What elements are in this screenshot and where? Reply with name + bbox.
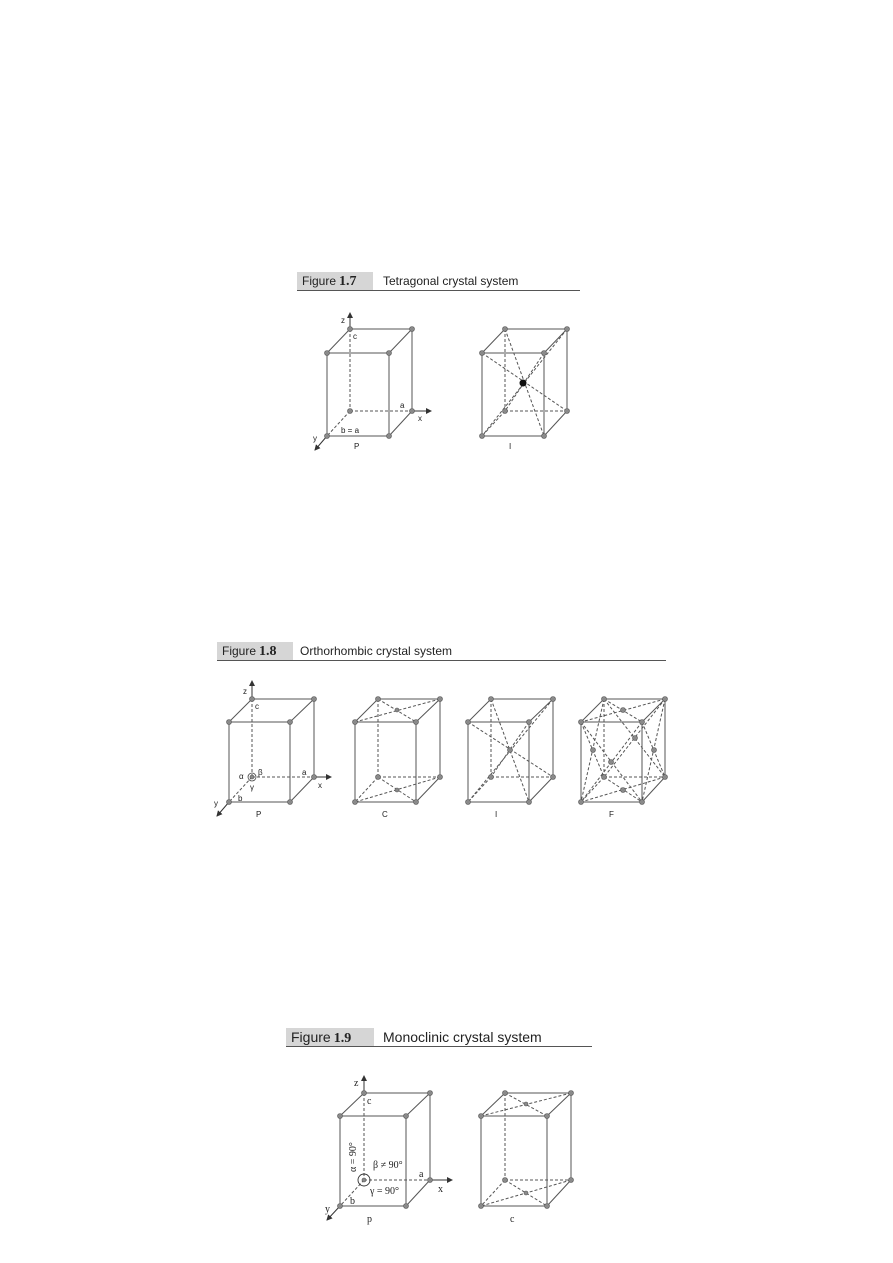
figure-word: Figure	[222, 644, 257, 658]
cell-p-label: p	[367, 1214, 372, 1225]
axis-z-label: z	[243, 687, 247, 696]
orthorhombic-c-cell	[353, 697, 443, 820]
figure-number: 1.7	[339, 274, 357, 289]
axis-z-label: z	[341, 316, 345, 325]
figure-1-9-title: Monoclinic crystal system	[383, 1029, 542, 1045]
axis-a-label: a	[400, 401, 405, 410]
figure-word: Figure	[302, 274, 337, 288]
axis-c-label: c	[353, 332, 357, 341]
axis-c-label: c	[367, 1096, 372, 1107]
figure-word: Figure	[291, 1029, 331, 1045]
tetragonal-p-cell	[313, 313, 431, 451]
axis-y-label: y	[313, 434, 317, 443]
figure-1-8-title: Orthorhombic crystal system	[300, 644, 453, 658]
axis-ba-label: b = a	[341, 426, 360, 435]
axis-y-label: y	[325, 1204, 330, 1215]
cell-c-label: c	[510, 1214, 515, 1225]
angle-alpha-label: α	[239, 772, 244, 781]
figure-number: 1.9	[333, 1031, 352, 1046]
angle-beta-label: β	[258, 768, 263, 777]
figure-1-7-title: Tetragonal crystal system	[383, 274, 519, 288]
angle-gamma-label: γ = 90°	[370, 1186, 400, 1197]
orthorhombic-p-cell	[214, 681, 331, 819]
axis-a-label: a	[302, 768, 307, 777]
cell-p-label: P	[256, 810, 262, 819]
cell-c-label: C	[382, 810, 388, 819]
angle-beta-label: β ≠ 90°	[373, 1160, 403, 1171]
orthorhombic-f-cell	[579, 697, 668, 820]
cell-i-label: I	[495, 810, 498, 819]
axis-z-label: z	[354, 1078, 359, 1089]
axis-c-label: c	[255, 702, 259, 711]
axis-x-label: x	[318, 781, 322, 790]
cell-i-label: I	[509, 442, 512, 451]
monoclinic-p-cell	[325, 1076, 452, 1225]
angle-gamma-label: γ	[250, 783, 254, 792]
axis-x-label: x	[438, 1184, 443, 1195]
axis-x-label: x	[418, 414, 422, 423]
monoclinic-c-cell	[479, 1091, 574, 1226]
cell-f-label: F	[609, 810, 614, 819]
orthorhombic-i-cell	[466, 697, 556, 820]
axis-b-label: b	[350, 1196, 355, 1207]
angle-alpha-label: α = 90°	[348, 1142, 359, 1172]
axis-y-label: y	[214, 799, 218, 808]
cell-p-label: P	[354, 442, 360, 451]
axis-a-label: a	[419, 1169, 424, 1180]
tetragonal-i-cell	[480, 327, 570, 452]
axis-b-label: b	[238, 794, 243, 803]
figure-number: 1.8	[259, 644, 277, 659]
